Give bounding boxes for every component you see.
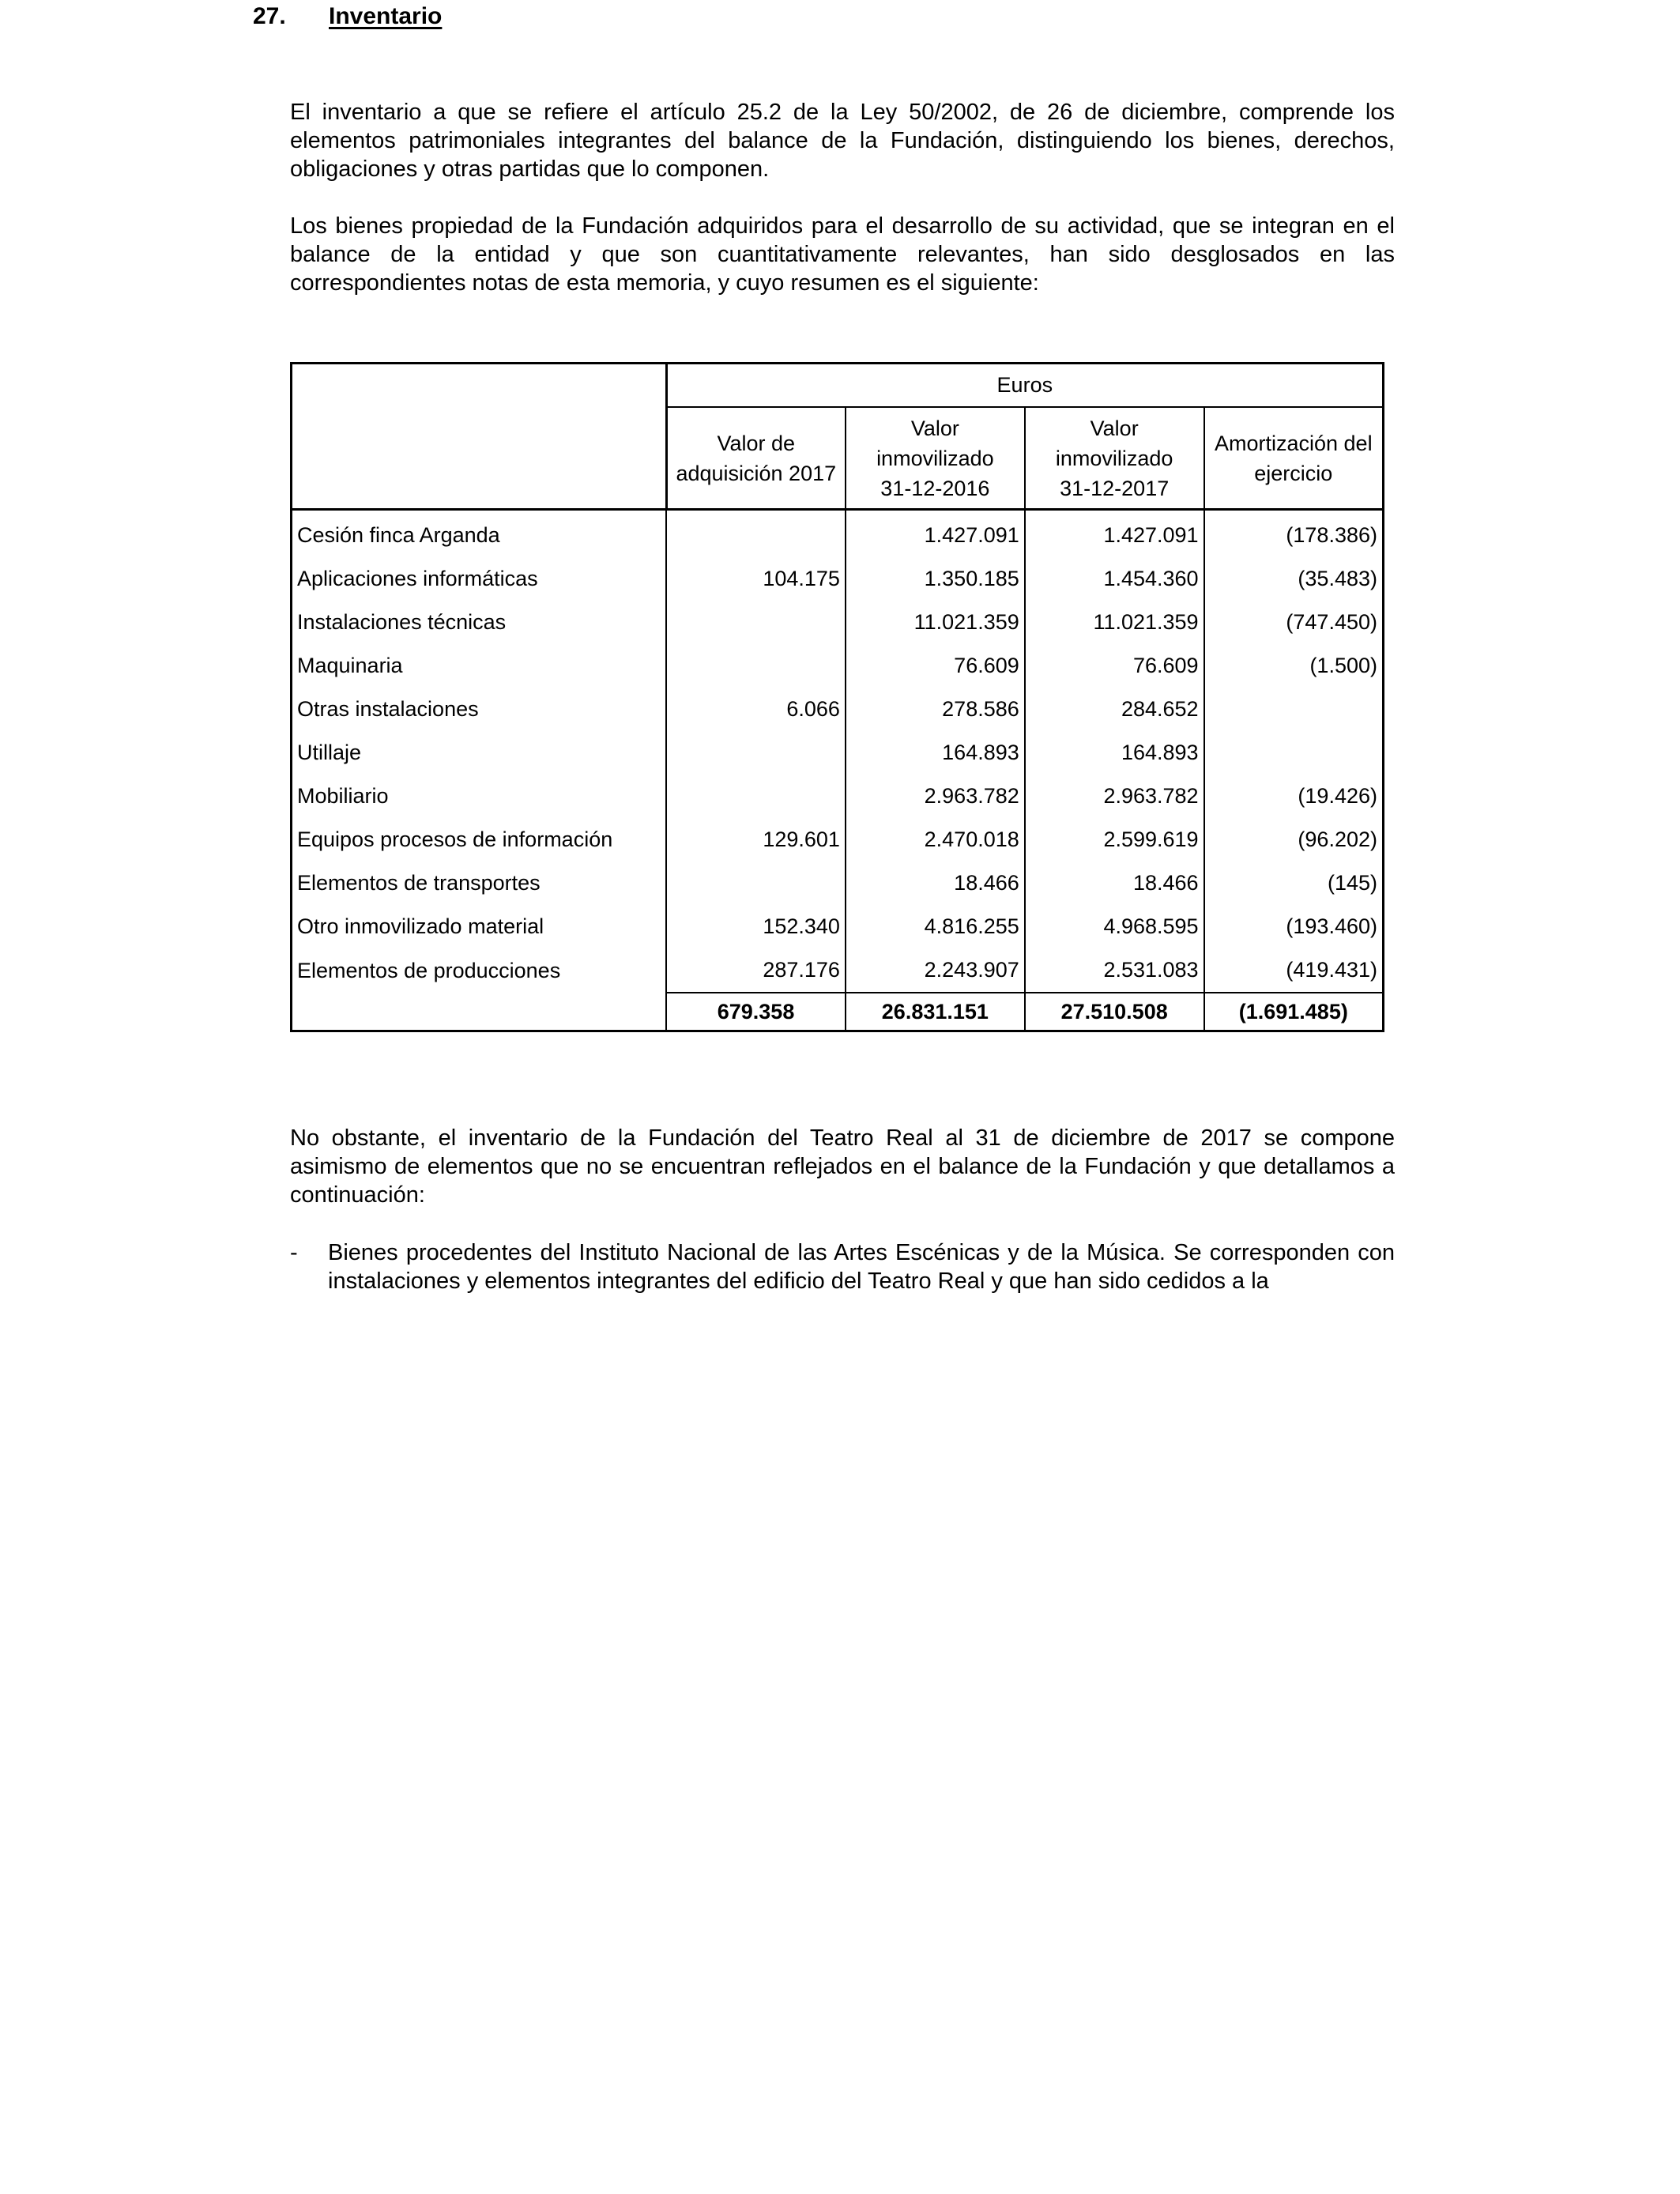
table-row [292, 818, 1384, 861]
table-cell: (193.460) [1204, 905, 1384, 948]
column-header [666, 407, 846, 510]
column-header-line: Valor [1090, 416, 1139, 440]
table-row [292, 731, 1384, 775]
table-cell: 2.470.018 [846, 818, 1025, 861]
table-cell: 164.893 [1025, 731, 1204, 775]
column-header-line: inmovilizado [876, 446, 994, 470]
table-cell: (35.483) [1204, 557, 1384, 601]
table-cell [666, 775, 846, 818]
row-label: Otro inmovilizado material [292, 905, 667, 948]
table-cell [666, 861, 846, 905]
column-header-line: Valor de [717, 431, 796, 455]
column-header [846, 407, 1025, 510]
table-row [292, 510, 1384, 558]
intro-paragraph: El inventario a que se refiere el artículo 25.2 de la Ley 50/2002, de 26 de diciembre, comprende los elementos patrimoniales integrantes del balance de la Fundación, distinguiendo los bienes, derechos, obligaciones y otras partidas que lo componen. [290, 100, 1395, 182]
table-cell: (96.202) [1204, 818, 1384, 861]
table-cell: (178.386) [1204, 510, 1384, 558]
bullet-text: Bienes procedentes del Instituto Nacional de las Artes Escénicas y de la Música. Se corresponden con instalaciones y elementos integrantes del edificio del Teatro Real y que han sido cedidos a la [328, 1240, 1395, 1294]
total-cell: 27.510.508 [1025, 993, 1204, 1031]
table-row [292, 644, 1384, 688]
column-header-line: Valor [910, 416, 959, 440]
section-title: Inventario [329, 3, 443, 29]
table-cell: 152.340 [666, 905, 846, 948]
table-cell: 278.586 [846, 688, 1025, 731]
table-row [292, 861, 1384, 905]
note-paragraph: No obstante, el inventario de la Fundación del Teatro Real al 31 de diciembre de 2017 se compone asimismo de elementos que no se encuentran reflejados en el balance de la Fundación y que detallamos a continuación: [290, 1125, 1395, 1208]
table-row [292, 601, 1384, 644]
table-cell: 2.963.782 [1025, 775, 1204, 818]
table-row [292, 557, 1384, 601]
row-label: Mobiliario [292, 775, 667, 818]
table-stub-cell [292, 364, 667, 510]
table-cell: 11.021.359 [1025, 601, 1204, 644]
table-cell: 2.963.782 [846, 775, 1025, 818]
total-cell: 679.358 [666, 993, 846, 1031]
table-cell: 1.427.091 [846, 510, 1025, 558]
table-cell: 18.466 [846, 861, 1025, 905]
table-cell: 6.066 [666, 688, 846, 731]
column-header-line: inmovilizado [1055, 446, 1173, 470]
row-label: Instalaciones técnicas [292, 601, 667, 644]
inventory-table [290, 362, 1384, 1032]
table-cell: 4.968.595 [1025, 905, 1204, 948]
table-row [292, 688, 1384, 731]
column-header-line: 31-12-2017 [1060, 476, 1170, 500]
table-cell: 2.531.083 [1025, 948, 1204, 993]
section-number: 27. [253, 3, 286, 29]
table-cell: (419.431) [1204, 948, 1384, 993]
total-label-cell [292, 993, 667, 1031]
table-cell: (19.426) [1204, 775, 1384, 818]
table-row [292, 775, 1384, 818]
table-cell [1204, 688, 1384, 731]
table-cell: 164.893 [846, 731, 1025, 775]
table-row [292, 948, 1384, 993]
table-cell: 129.601 [666, 818, 846, 861]
column-header-line: 31-12-2016 [880, 476, 990, 500]
row-label: Maquinaria [292, 644, 667, 688]
table-cell: 11.021.359 [846, 601, 1025, 644]
table-cell: (1.500) [1204, 644, 1384, 688]
total-cell: 26.831.151 [846, 993, 1025, 1031]
column-header [1025, 407, 1204, 510]
table-cell: 18.466 [1025, 861, 1204, 905]
table-row [292, 905, 1384, 948]
row-label: Otras instalaciones [292, 688, 667, 731]
table-cell [666, 731, 846, 775]
table-cell [666, 510, 846, 558]
table-cell: 287.176 [666, 948, 846, 993]
table-cell: 104.175 [666, 557, 846, 601]
row-label: Cesión finca Arganda [292, 510, 667, 558]
table-cell: 2.599.619 [1025, 818, 1204, 861]
row-label: Elementos de producciones [292, 948, 667, 993]
table-cell: (747.450) [1204, 601, 1384, 644]
total-row [292, 993, 1384, 1031]
table-cell: 4.816.255 [846, 905, 1025, 948]
table-cell: 76.609 [1025, 644, 1204, 688]
bullet-dash: - [290, 1240, 298, 1265]
table-cell: (145) [1204, 861, 1384, 905]
table-body [292, 510, 1384, 993]
table-cell: 1.454.360 [1025, 557, 1204, 601]
section-heading [253, 3, 442, 30]
row-label: Utillaje [292, 731, 667, 775]
table-cell [1204, 731, 1384, 775]
row-label: Aplicaciones informáticas [292, 557, 667, 601]
table-cell [666, 601, 846, 644]
total-cell: (1.691.485) [1204, 993, 1384, 1031]
table-cell [666, 644, 846, 688]
euros-group-header: Euros [666, 364, 1383, 408]
column-header [1204, 407, 1384, 510]
bullet-item [290, 1238, 1395, 1295]
table-cell: 1.350.185 [846, 557, 1025, 601]
column-header-line: adquisición 2017 [676, 461, 837, 485]
summary-paragraph: Los bienes propiedad de la Fundación adquiridos para el desarrollo de su actividad, que se integran en el balance de la entidad y que son cuantitativamente relevantes, han sido desglosados en las correspondientes notas de esta memoria, y cuyo resumen es el siguiente: [290, 213, 1395, 296]
row-label: Elementos de transportes [292, 861, 667, 905]
table-cell: 2.243.907 [846, 948, 1025, 993]
table-cell: 76.609 [846, 644, 1025, 688]
table-cell: 284.652 [1025, 688, 1204, 731]
row-label: Equipos procesos de información [292, 818, 667, 861]
column-header-line: ejercicio [1254, 461, 1333, 485]
table-cell: 1.427.091 [1025, 510, 1204, 558]
column-header-line: Amortización del [1214, 431, 1373, 455]
